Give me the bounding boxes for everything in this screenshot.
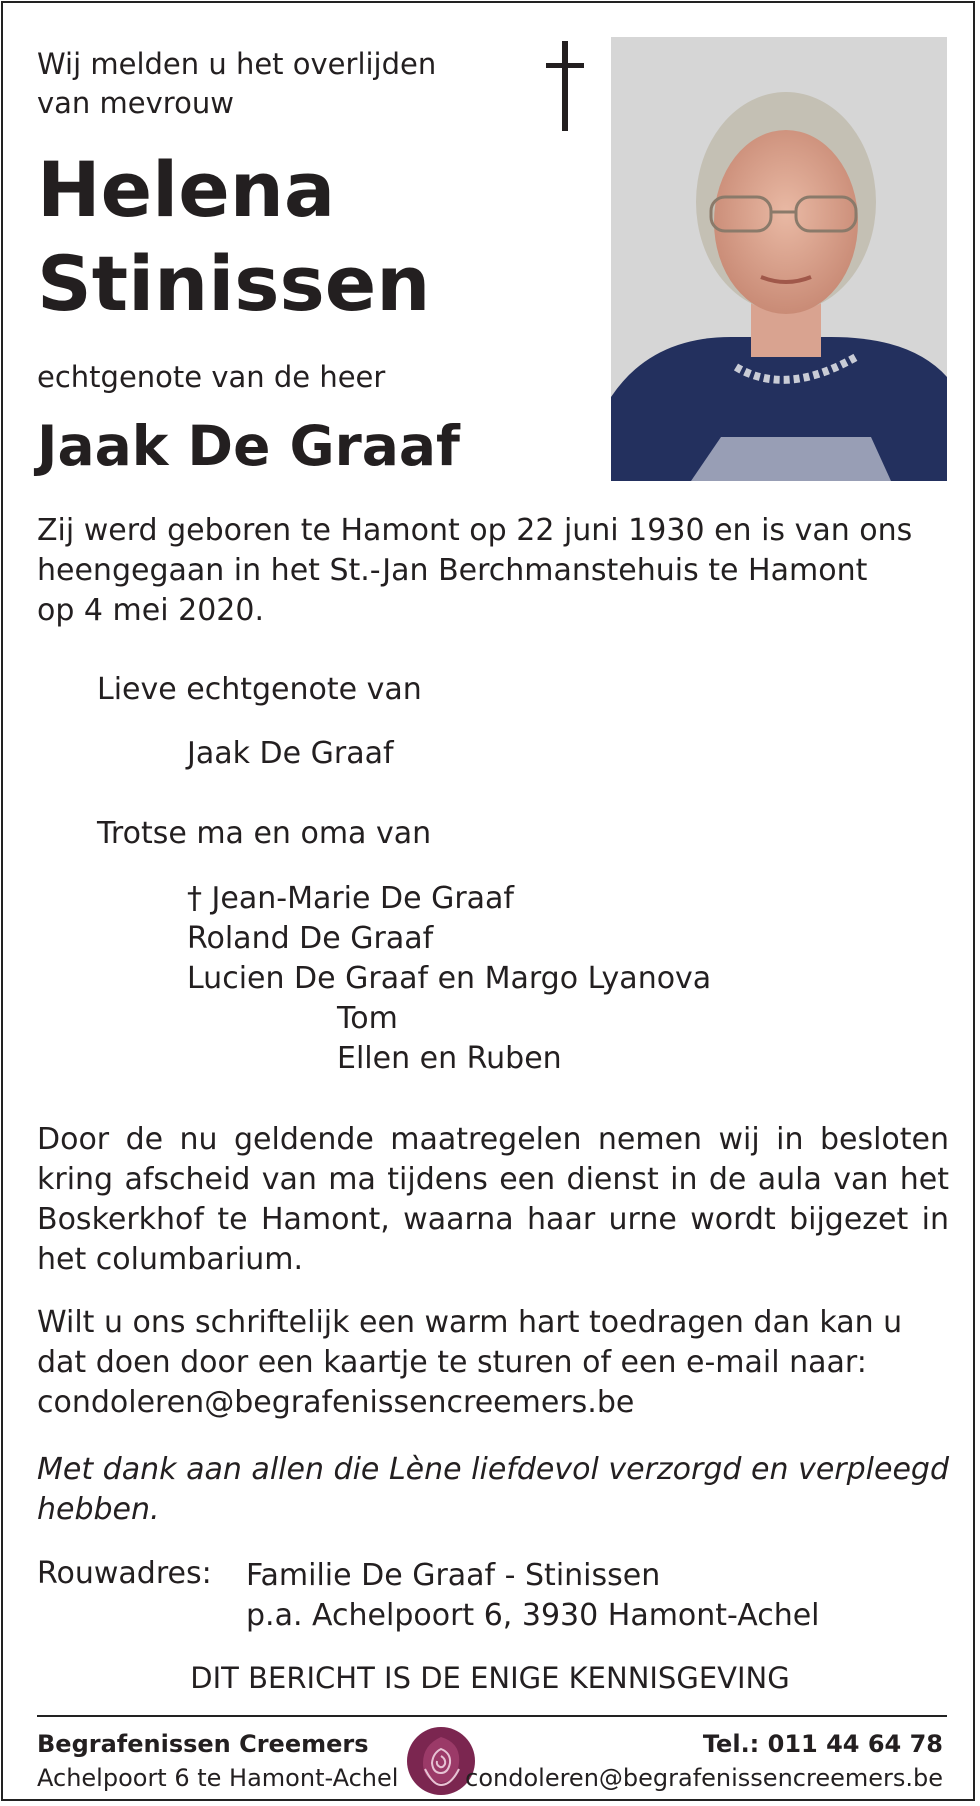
birth-line: Zij werd geboren te Hamont op 22 juni 1930 en is van ons [37,513,913,548]
firm-info [37,1727,398,1795]
intro-text [37,45,436,123]
condolence-text [37,1303,949,1423]
deceased-first-name: Helena [37,145,336,234]
child-entry: Lucien De Graaf en Margo Lyanova [187,961,712,996]
deceased-last-name: Stinissen [37,239,431,328]
address-label: Rouwadres: [37,1556,212,1591]
intro-line: Wij melden u het overlijden [37,47,437,81]
footer-divider [37,1715,947,1717]
deceased-name [37,143,430,331]
portrait-photo [611,37,947,481]
address-lines [246,1556,820,1636]
condolence-email: condoleren@begrafenissencreemers.be [37,1385,635,1420]
firm-name: Begrafenissen Creemers [37,1730,369,1758]
children-heading: Trotse ma en oma van [97,816,432,851]
spouse-heading: Lieve echtgenote van [97,672,422,707]
portrait-illustration [611,37,947,481]
condolence-line: dat doen door een kaartje te sturen of een e-mail naar: [37,1345,867,1380]
spouse-name: Jaak De Graaf [37,414,460,478]
ceremony-text: Door de nu geldende maatregelen nemen wij in besloten kring afscheid van ma tijdens een dienst in de aula van het Boskerkhof te Hamont, waarna haar urne wordt bijgezet in het columbarium. [37,1122,949,1277]
address-line: Familie De Graaf - Stinissen [246,1558,661,1593]
child-entry: Roland De Graaf [187,921,434,956]
grandchild-entry: Ellen en Ruben [337,1041,562,1076]
birth-line: heengegaan in het St.-Jan Berchmanstehuis te Hamont [37,553,868,588]
birth-line: op 4 mei 2020. [37,593,264,628]
address-line: p.a. Achelpoort 6, 3930 Hamont-Achel [246,1598,820,1633]
firm-address: Achelpoort 6 te Hamont-Achel [37,1764,399,1792]
obituary-card [1,1,975,1801]
birth-text [37,511,949,631]
spouse-entry: Jaak De Graaf [187,736,394,771]
contact-info [465,1727,943,1795]
condolence-line: Wilt u ons schriftelijk een warm hart toedragen dan kan u [37,1305,903,1340]
phone-number: Tel.: 011 44 64 78 [702,1730,943,1758]
notice-text: DIT BERICHT IS DE ENIGE KENNISGEVING [190,1661,790,1695]
grandchildren-list [337,999,562,1079]
spouse-intro: echtgenote van de heer [37,360,386,394]
child-entry: † Jean-Marie De Graaf [187,881,514,916]
intro-line: van mevrouw [37,86,234,120]
thanks-text: Met dank aan allen die Lène liefdevol verzorgd en verpleegd hebben. [37,1452,949,1527]
contact-email: condoleren@begrafenissencreemers.be [465,1764,943,1792]
cross-icon [543,41,587,131]
children-list [187,879,711,999]
grandchild-entry: Tom [337,1001,398,1036]
